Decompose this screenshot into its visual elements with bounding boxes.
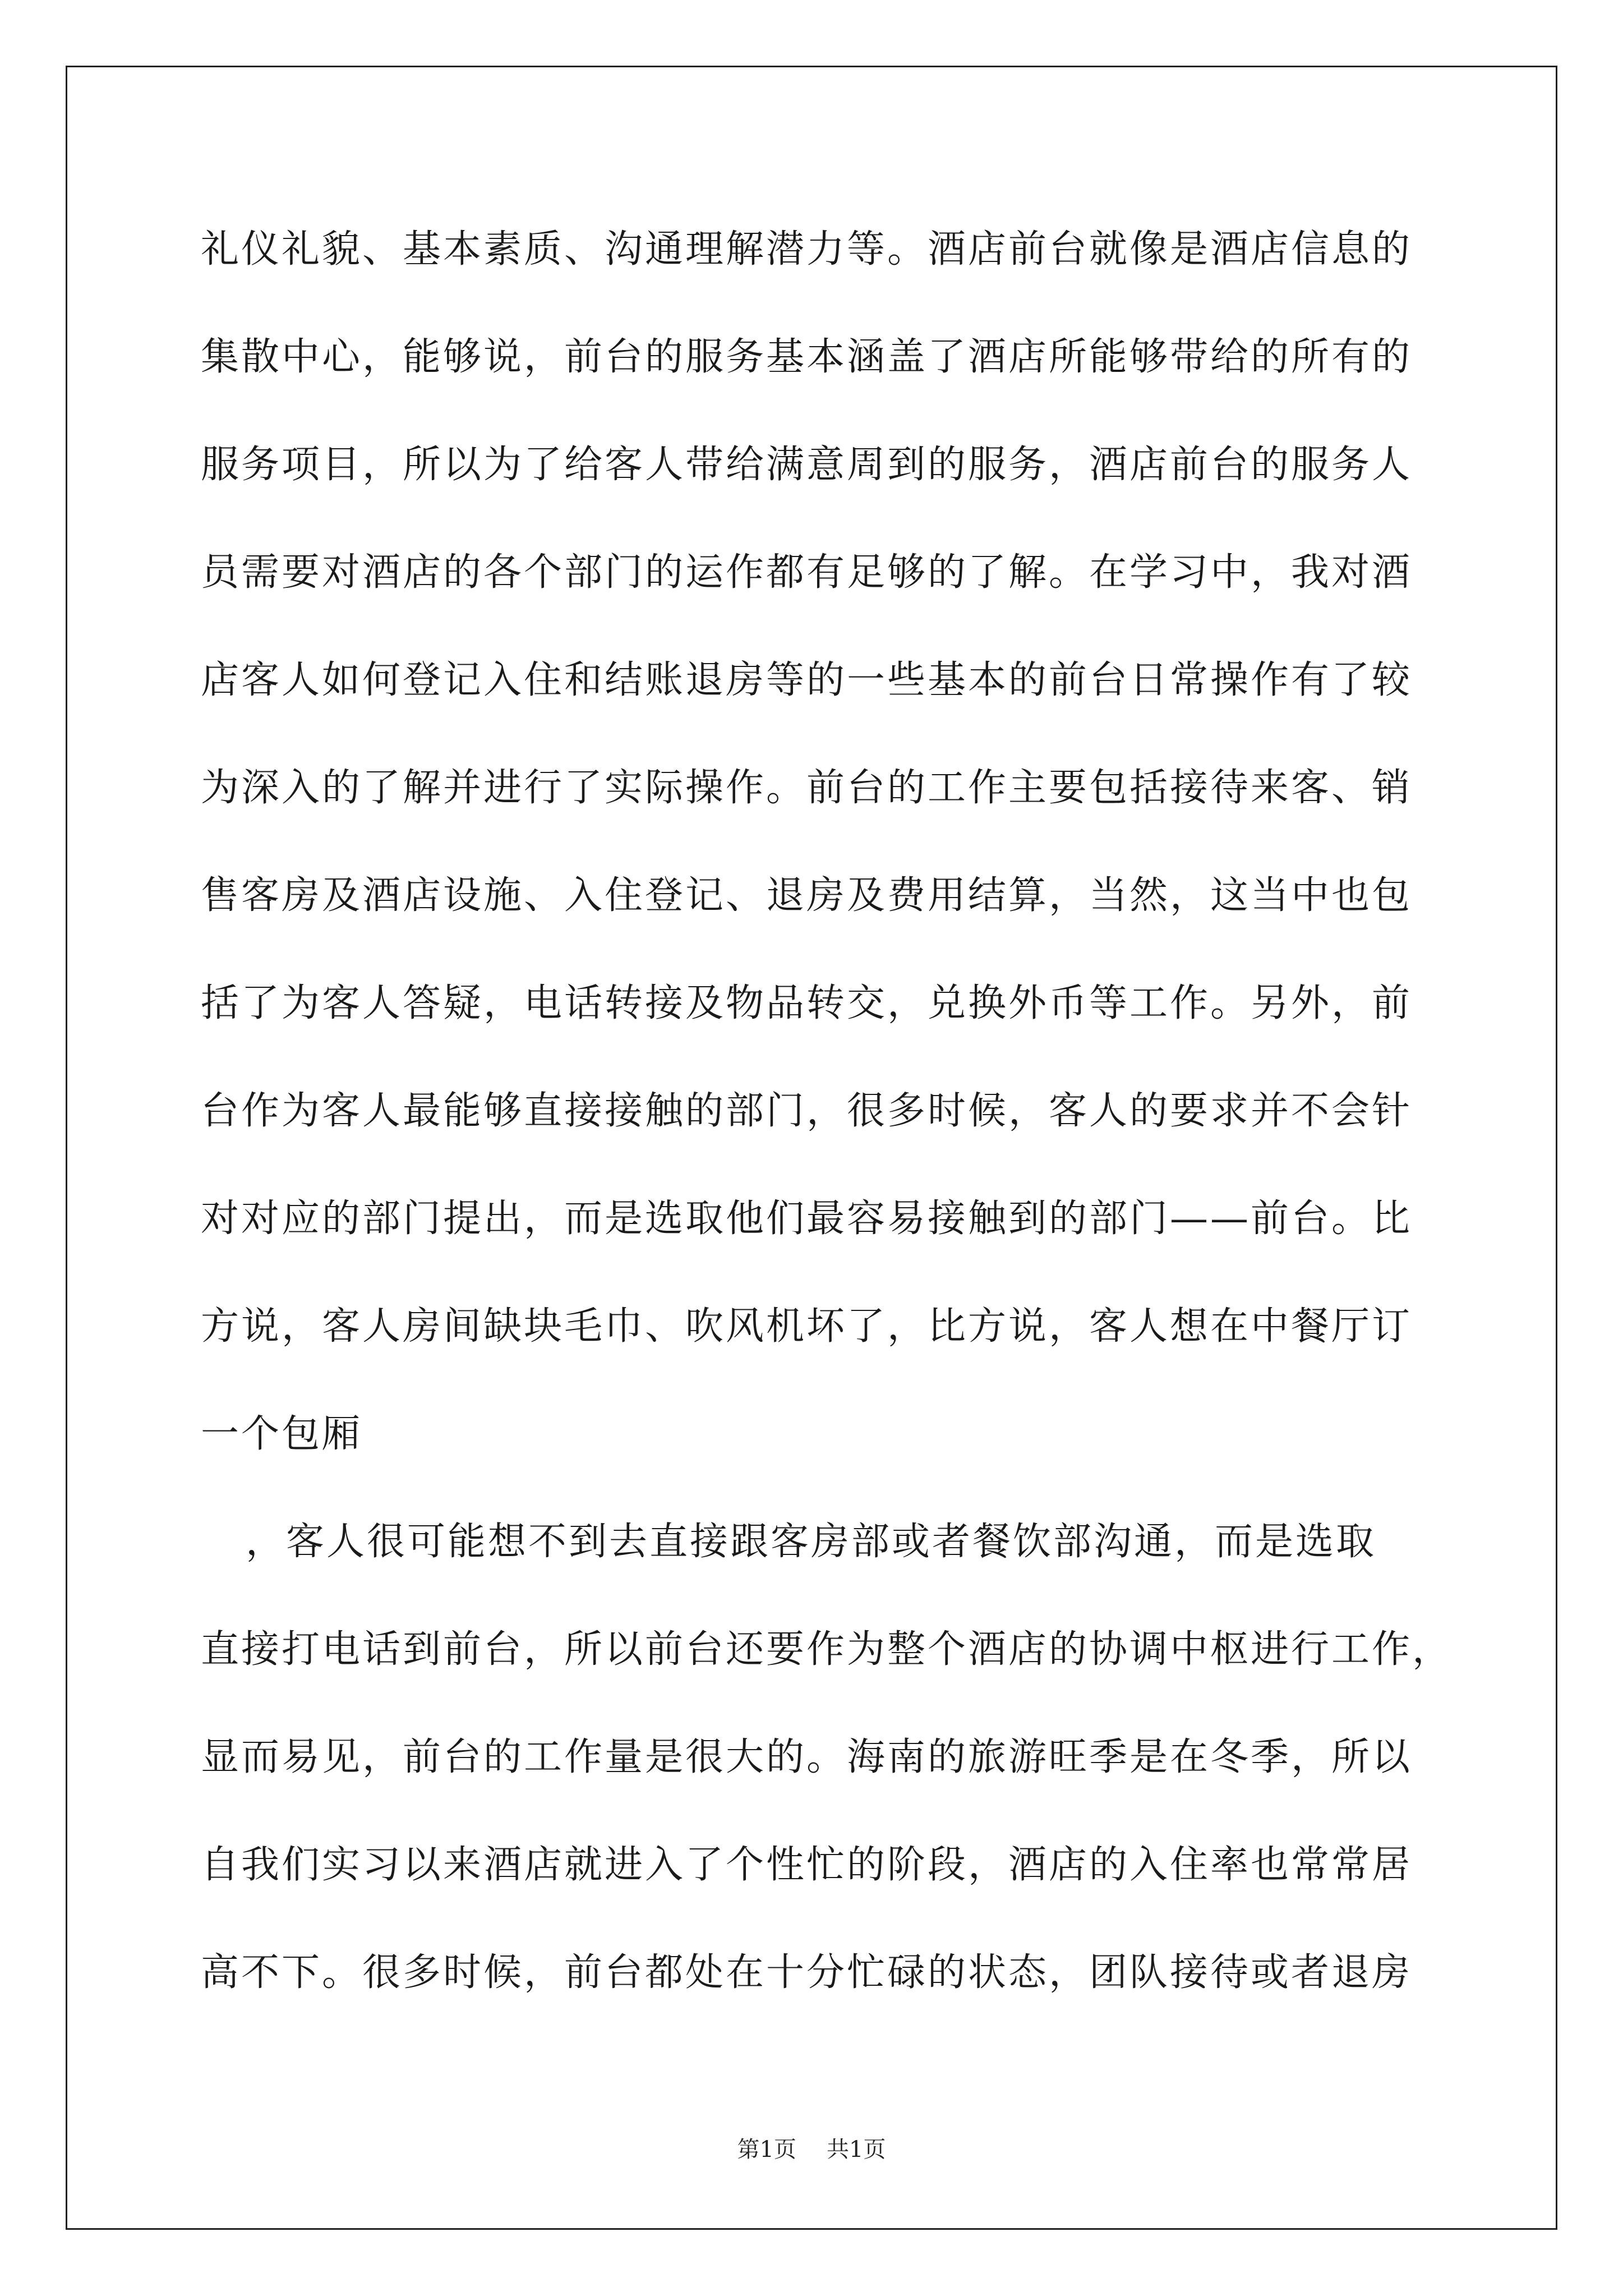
page-footer <box>0 2132 1623 2164</box>
text-line: 方说，客人房间缺块毛巾、吹风机坏了，比方说，客人想在中餐厅订 <box>201 1304 1413 1349</box>
text-line: 礼仪礼貌、基本素质、沟通理解潜力等。酒店前台就像是酒店信息的 <box>201 227 1413 272</box>
text-line: 员需要对酒店的各个部门的运作都有足够的了解。在学习中，我对酒 <box>201 550 1413 595</box>
text-line: 为深入的了解并进行了实际操作。前台的工作主要包括接待来客、销 <box>201 766 1413 810</box>
page-number-total: 共1页 <box>827 2137 886 2162</box>
text-line: 店客人如何登记入住和结账退房等的一些基本的前台日常操作有了较 <box>201 658 1413 702</box>
text-line: 对对应的部门提出，而是选取他们最容易接触到的部门——前台。比 <box>201 1197 1413 1241</box>
text-line: 直接打电话到前台，所以前台还要作为整个酒店的协调中枢进行工作， <box>201 1627 1453 1672</box>
text-line: 自我们实习以来酒店就进入了个性忙的阶段，酒店的入住率也常常居 <box>201 1843 1413 1887</box>
text-line: 高不下。很多时候，前台都处在十分忙碌的状态，团队接待或者退房 <box>201 1950 1413 1995</box>
document-body <box>201 220 1453 2051</box>
page-number-current: 第1页 <box>737 2137 796 2162</box>
text-line: 售客房及酒店设施、入住登记、退房及费用结算，当然，这当中也包 <box>201 873 1413 918</box>
text-line: 集散中心，能够说，前台的服务基本涵盖了酒店所能够带给的所有的 <box>201 335 1413 379</box>
text-line: 一个包厢 <box>201 1412 363 1456</box>
text-line: 台作为客人最能够直接接触的部门，很多时候，客人的要求并不会针 <box>201 1089 1413 1133</box>
text-line-indented: ，客人很可能想不到去直接跟客房部或者餐饮部沟通，而是选取 <box>246 1520 1377 1564</box>
text-line: 显而易见，前台的工作量是很大的。海南的旅游旺季是在冬季，所以 <box>201 1735 1413 1779</box>
text-line: 服务项目，所以为了给客人带给满意周到的服务，酒店前台的服务人 <box>201 443 1413 487</box>
text-line: 括了为客人答疑，电话转接及物品转交，兑换外币等工作。另外，前 <box>201 981 1413 1025</box>
